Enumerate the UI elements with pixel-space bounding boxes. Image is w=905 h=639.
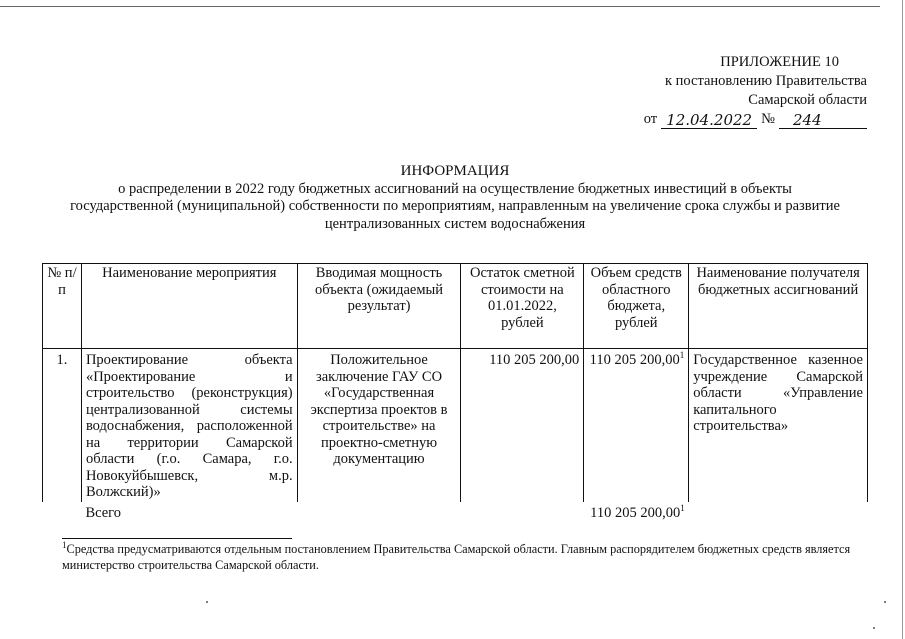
appendix-date-line [607,110,867,129]
row-budget-value: 110 205 200,00 [589,352,680,368]
header-event: Наименование мероприятия [81,264,297,349]
row-capacity: Положительное заключение ГАУ СО «Государственная экспертиза проектов в строительстве» на проектно-сметную документацию [297,349,461,502]
total-budget-value: 110 205 200,00 [590,504,681,521]
total-budget-cell [584,502,689,523]
footnote [62,541,862,573]
footnote-separator [62,538,292,539]
scan-speck [206,601,208,603]
row-event: Проектирование объекта «Проектирование и строительство (реконструкция) централизованной системы водоснабжения, расположенной на территории Самарской области (г.о. Самара, г.о. Новокуйбышевск, м.р. Волжский)» [81,349,297,502]
date-from-label: от [643,111,658,127]
row-remaining-cost: 110 205 200,00 [461,349,584,502]
appendix-block [607,53,867,129]
scan-speck [873,627,875,629]
scan-speck [884,601,886,603]
scan-edge-right [902,0,903,639]
appendix-title: ПРИЛОЖЕНИЕ 10 [720,54,839,70]
handwritten-number: 244 [779,112,867,129]
total-budget-footnote-ref: 1 [680,502,685,513]
table-row [43,349,868,502]
total-label: Всего [85,504,121,521]
table-total-row [43,502,868,523]
allocation-table [42,263,868,522]
header-recipient: Наименование получателя бюджетных ассигнований [689,264,868,349]
heading-title: ИНФОРМАЦИЯ [400,163,510,179]
footnote-marker: 1 [62,539,67,550]
row-number: 1. [43,349,82,502]
header-budget: Объем средств областного бюджета, рублей [584,264,689,349]
table-header-row [43,264,868,349]
row-budget-cell [584,349,689,502]
row-recipient: Государственное казенное учреждение Самарской области «Управление капитального строительства» [689,349,868,502]
footnote-text: Средства предусматриваются отдельным постановлением Правительства Самарской области. Главным распорядителем бюджетных средств является министерство строительства Самарской области. [62,542,851,572]
appendix-region-line: Самарской области [748,92,867,108]
number-label: № [761,111,775,127]
scan-edge-top [0,6,880,7]
appendix-resolution-line: к постановлению Правительства [665,73,867,89]
header-remaining-cost: Остаток сметной стоимости на 01.01.2022, рублей [461,264,584,349]
heading-subtitle: о распределении в 2022 году бюджетных ассигнований на осуществление бюджетных инвестиций в объекты государственной (муниципальной) собственности по мероприятиям, направленным на увеличение срока службы и развитие централизованных систем водоснабжения [70,180,840,232]
header-capacity: Вводимая мощность объекта (ожидаемый результат) [297,264,461,349]
handwritten-date: 12.04.2022 [661,112,757,129]
row-budget-footnote-ref: 1 [679,350,685,361]
header-number: № п/п [43,264,82,349]
document-heading [70,163,840,233]
